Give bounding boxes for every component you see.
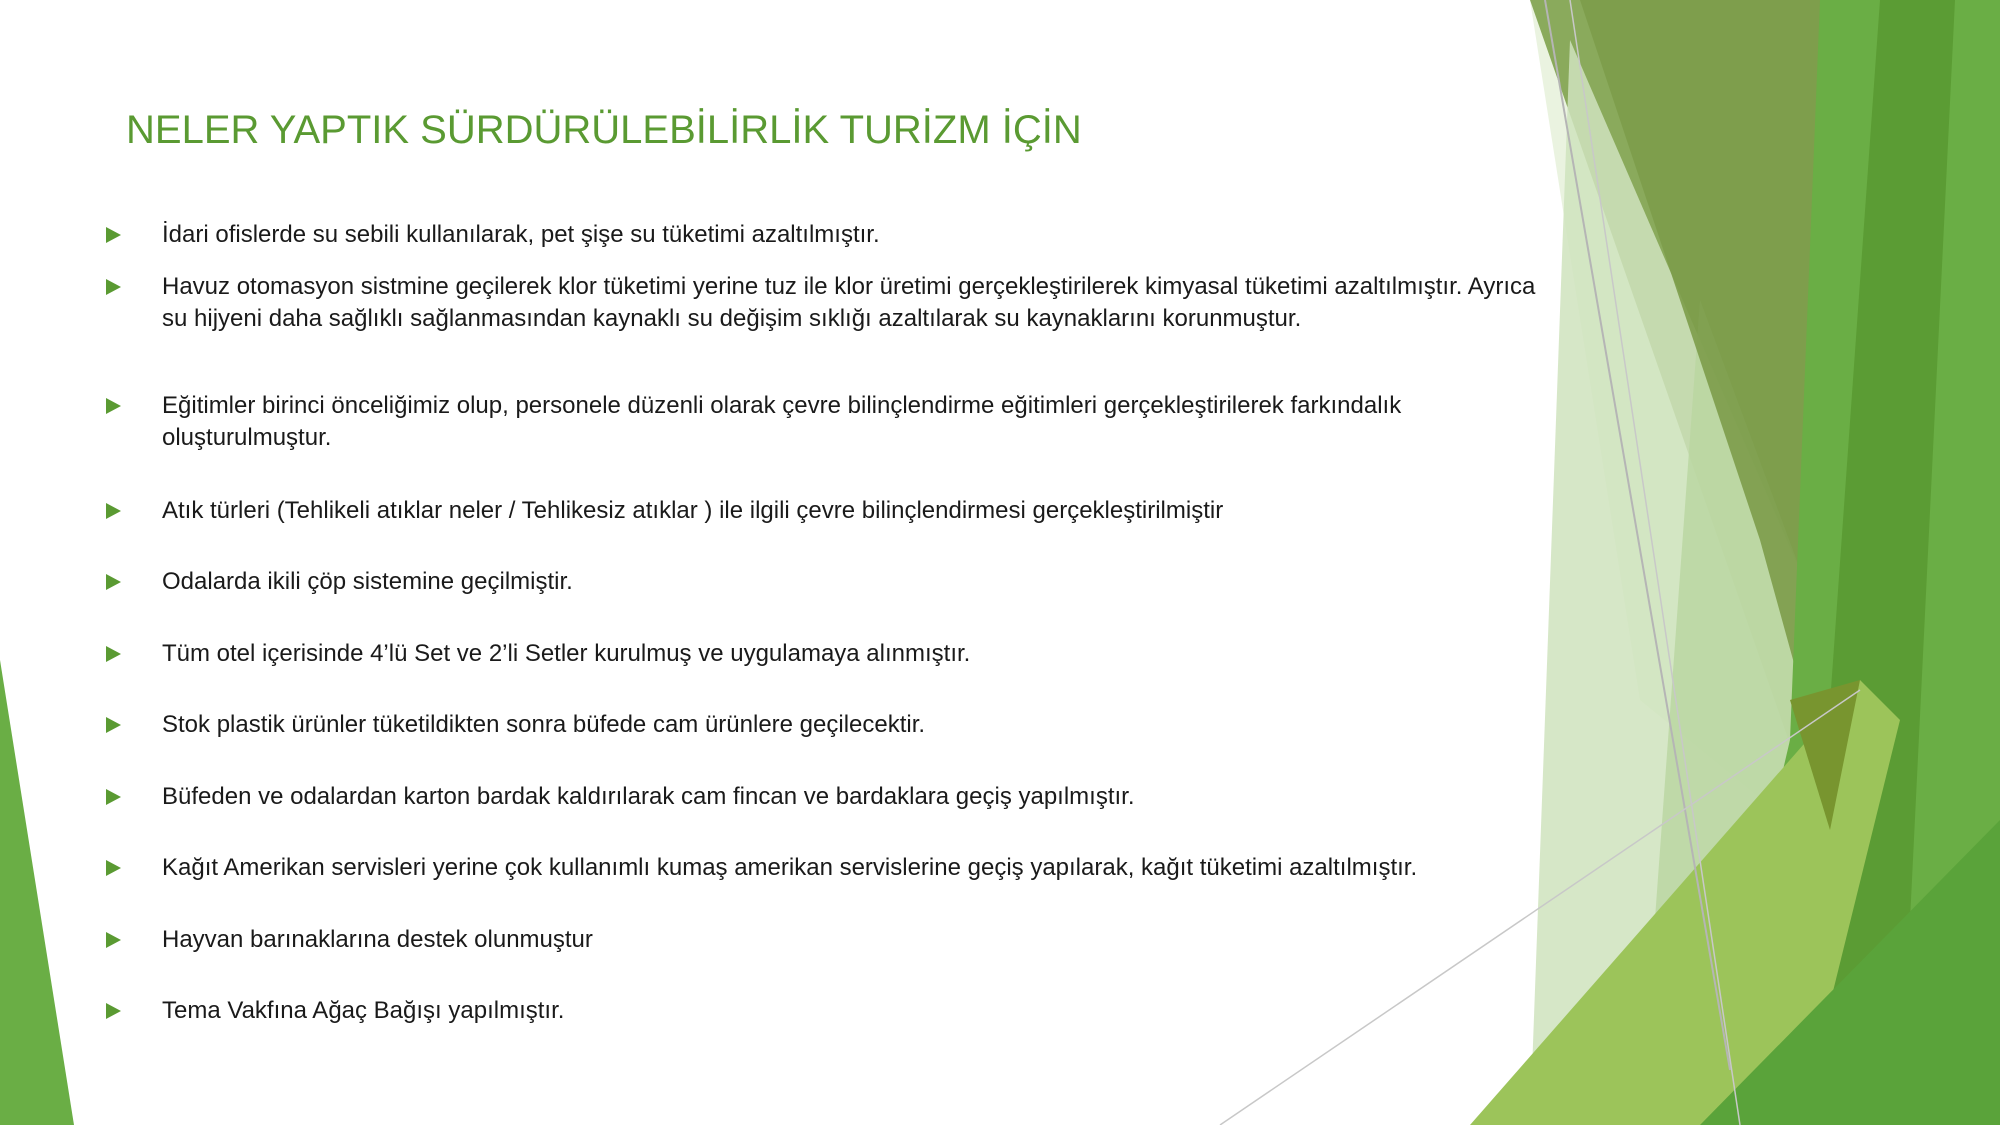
bullet-arrow-icon: [106, 717, 121, 733]
bullet-arrow-icon: [106, 932, 121, 948]
bullet-text: Büfeden ve odalardan karton bardak kaldırılarak cam fincan ve bardaklara geçiş yapılmıştır.: [162, 783, 1135, 810]
bullet-text: Tema Vakfına Ağaç Bağışı yapılmıştır.: [162, 997, 565, 1024]
bullet-text: Hayvan barınaklarına destek olunmuştur: [162, 926, 593, 953]
bullet-text: Stok plastik ürünler tüketildikten sonra büfede cam ürünlere geçilecektir.: [162, 711, 926, 738]
bullet-arrow-icon: [106, 227, 121, 243]
bullet-arrow-icon: [106, 574, 121, 590]
bullet-text: Kağıt Amerikan servisleri yerine çok kullanımlı kumaş amerikan servislerine geçiş yapılarak, kağıt tüketimi azaltılmıştır.: [162, 854, 1418, 881]
bullet-text: Atık türleri (Tehlikeli atıklar neler / Tehlikesiz atıklar ) ile ilgili çevre bilinçlendirmesi gerçekleştirilmiştir: [162, 497, 1224, 524]
bullet-text: İdari ofislerde su sebili kullanılarak, pet şişe su tüketimi azaltılmıştır.: [162, 221, 880, 248]
bullet-arrow-icon: [106, 860, 121, 876]
slide-title: NELER YAPTIK SÜRDÜRÜLEBİLİRLİK TURİZM İÇİN: [126, 108, 1082, 152]
bullet-text: Tüm otel içerisinde 4’lü Set ve 2’li Setler kurulmuş ve uygulamaya alınmıştır.: [162, 640, 971, 667]
bullet-text: Odalarda ikili çöp sistemine geçilmiştir.: [162, 568, 573, 595]
left-green-shape: [0, 660, 74, 1125]
bullet-arrow-icon: [106, 646, 121, 662]
bullet-text: Eğitimler birinci önceliğimiz olup, personele düzenli olarak çevre bilinçlendirme eğitimleri gerçekleştirilerek farkındalık oluşturulmuştur.: [162, 392, 1402, 451]
bullet-text: Havuz otomasyon sistmine geçilerek klor tüketimi yerine tuz ile klor üretimi gerçekleştirilerek kimyasal tüketimi azaltılmıştır. Ayrıca su hijyeni daha sağlıklı sağlanmasından kaynaklı su değişim sıklığı azaltılarak su kaynaklarını korunmuştur.: [162, 273, 1536, 332]
bullet-arrow-icon: [106, 789, 121, 805]
bullet-arrow-icon: [106, 1003, 121, 1019]
bullet-arrow-icon: [106, 503, 121, 519]
bullet-arrow-icon: [106, 398, 121, 414]
bullet-arrow-icon: [106, 279, 121, 295]
